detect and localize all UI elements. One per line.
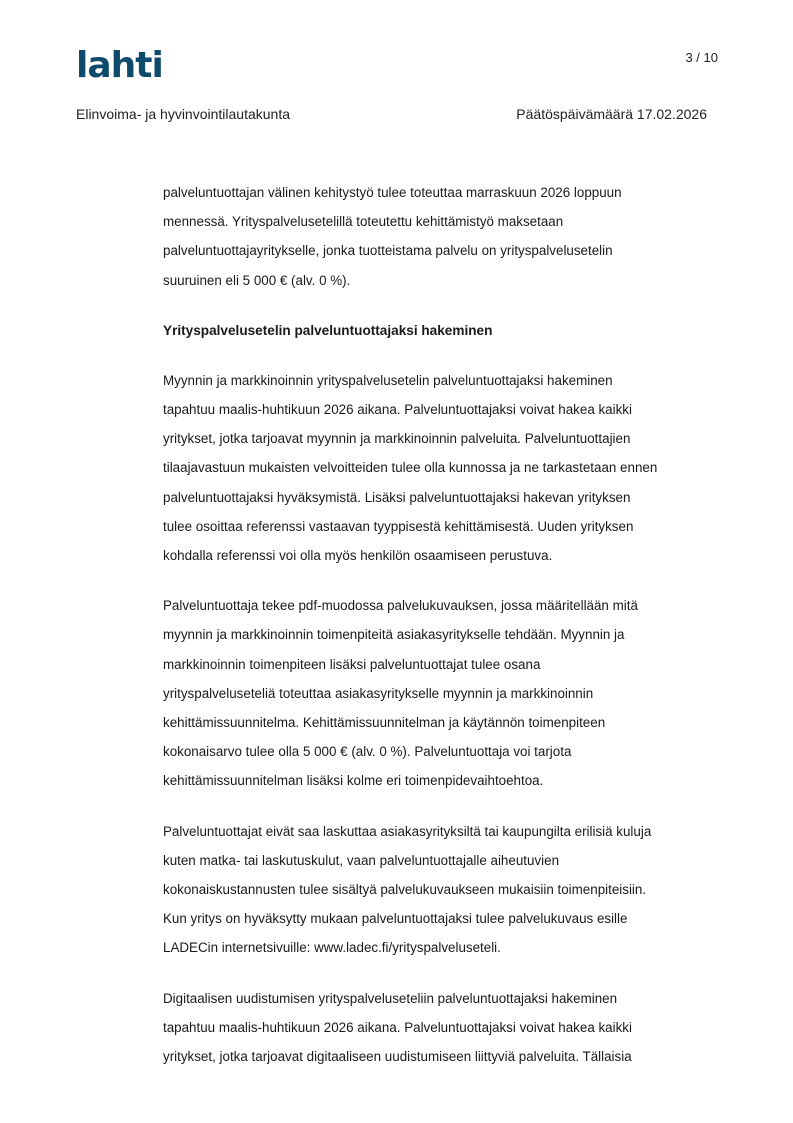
text-line: Palveluntuottajat eivät saa laskuttaa asiakasyrityksiltä tai kaupungilta erilisiä kuluja bbox=[163, 823, 652, 839]
text-line: tapahtuu maalis-huhtikuun 2026 aikana. Palveluntuottajaksi voivat hakea kaikki bbox=[163, 402, 632, 418]
text-line: tulee osoittaa referenssi vastaavan tyyppisestä kehittämisestä. Uuden yrityksen bbox=[163, 518, 634, 534]
text-line: Palveluntuottaja tekee pdf-muodossa palvelukuvauksen, jossa määritellään mitä bbox=[163, 598, 638, 614]
text-line: Digitaalisen uudistumisen yrityspalveluseteliin palveluntuottajaksi hakeminen bbox=[163, 990, 618, 1006]
paragraph-2 bbox=[163, 366, 723, 570]
text-line: palveluntuottajan välinen kehitystyö tulee toteuttaa marraskuun 2026 loppuun bbox=[163, 185, 622, 200]
text-line: Myynnin ja markkinoinnin yrityspalvelusetelin palveluntuottajaksi hakeminen bbox=[163, 372, 613, 388]
document-body bbox=[163, 178, 723, 1092]
page-number: 3 / 10 bbox=[685, 50, 718, 65]
paragraph-1 bbox=[163, 178, 723, 295]
text-line: markkinoinnin toimenpiteen lisäksi palveluntuottajat tulee osana bbox=[163, 656, 541, 672]
text-line: kokonaisarvo tulee olla 5 000 € (alv. 0 %). Palveluntuottaja voi tarjota bbox=[163, 744, 572, 760]
text-line: kuten matka- tai laskutuskulut, vaan palveluntuottajalle aiheutuvien bbox=[163, 852, 560, 868]
text-line: Kun yritys on hyväksytty mukaan palveluntuottajaksi tulee palvelukuvaus esille bbox=[163, 911, 628, 927]
paragraph-4 bbox=[163, 817, 723, 963]
text-line: myynnin ja markkinoinnin toimenpiteitä asiakasyritykselle tehdään. Myynnin ja bbox=[163, 627, 625, 643]
lahti-logo: lahti bbox=[76, 45, 163, 86]
text-line: palveluntuottajayritykselle, jonka tuotteistama palvelu on yrityspalvelusetelin bbox=[163, 243, 613, 259]
text-line: yritykset, jotka tarjoavat myynnin ja markkinoinnin palveluita. Palveluntuottajien bbox=[163, 431, 631, 447]
text-line: kehittämissuunnitelma. Kehittämissuunnitelman ja käytännön toimenpiteen bbox=[163, 715, 606, 731]
text-line: kehittämissuunnitelman lisäksi kolme eri toimenpidevaihtoehtoa. bbox=[163, 773, 544, 789]
text-line: kokonaiskustannusten tulee sisältyä palvelukuvaukseen mukaisiin toimenpiteisiin. bbox=[163, 882, 647, 898]
decision-date: Päätöspäivämäärä 17.02.2026 bbox=[516, 106, 707, 122]
text-line: yrityspalveluseteliä toteuttaa asiakasyritykselle myynnin ja markkinoinnin bbox=[163, 685, 594, 701]
text-line: kohdalla referenssi voi olla myös henkilön osaamiseen perustuva. bbox=[163, 548, 553, 564]
text-line: LADECin internetsivuille: www.ladec.fi/yrityspalveluseteli. bbox=[163, 940, 501, 956]
text-line: suuruinen eli 5 000 € (alv. 0 %). bbox=[163, 272, 351, 288]
text-line: mennessä. Yrityspalvelusetelillä toteutettu kehittämistyö maksetaan bbox=[163, 214, 564, 230]
section-heading: Yrityspalvelusetelin palveluntuottajaksi hakeminen bbox=[163, 322, 493, 338]
text-line: yritykset, jotka tarjoavat digitaaliseen uudistumiseen liittyviä palveluita. Tällaisia bbox=[163, 1049, 632, 1065]
text-line: palveluntuottajaksi hyväksymistä. Lisäksi palveluntuottajaksi hakevan yrityksen bbox=[163, 489, 631, 505]
committee-name: Elinvoima- ja hyvinvointilautakunta bbox=[76, 106, 290, 122]
text-line: tilaajavastuun mukaisten velvoitteiden tulee olla kunnossa ja ne tarkastetaan ennen bbox=[163, 460, 658, 476]
paragraph-5 bbox=[163, 984, 723, 1072]
paragraph-3 bbox=[163, 591, 723, 795]
text-line: tapahtuu maalis-huhtikuun 2026 aikana. Palveluntuottajaksi voivat hakea kaikki bbox=[163, 1019, 632, 1035]
